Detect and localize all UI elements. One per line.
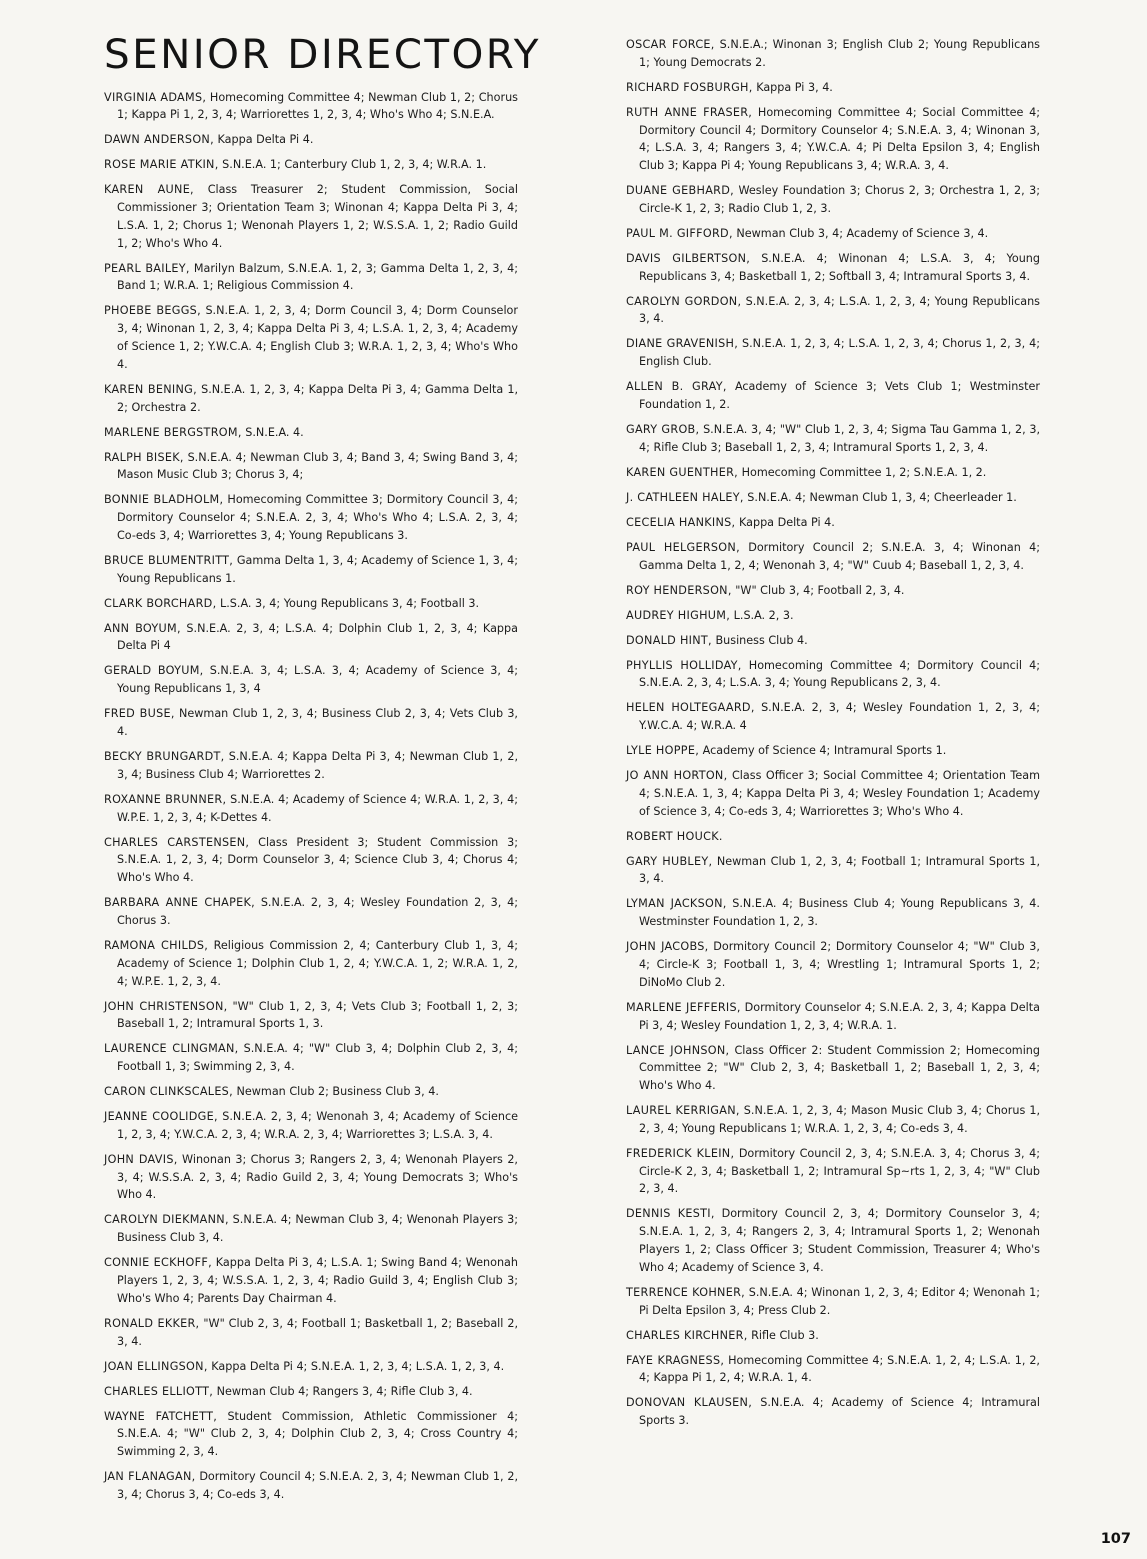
senior-activities: S.N.E.A. 4; Newman Club 3, 4; Wenonah Players 3; Business Club 3, 4. [117, 1213, 518, 1245]
directory-entry [626, 539, 1040, 575]
directory-entry [104, 1383, 518, 1401]
directory-entry [626, 1042, 1040, 1095]
senior-activities: Class Treasurer 2; Student Commission, Social Commissioner 3; Orientation Team 3; Winonan 4; Kappa Delta Pi 3, 4; L.S.A. 1, 2; Chorus 1; Wenonah Players 1, 2; W.S.S.A. 1, 2; Radio Guild 1, 2; Who's Who 4. [117, 183, 518, 250]
senior-name: RALPH BISEK, [104, 450, 184, 464]
page-number: 107 [1100, 1531, 1131, 1547]
senior-name: DONOVAN KLAUSEN, [626, 1396, 753, 1410]
senior-activities: S.N.E.A. 4; Newman Club 1, 3, 4; Cheerleader 1. [747, 490, 1017, 504]
senior-name: JOAN ELLINGSON, [104, 1359, 208, 1373]
senior-activities: Dormitory Council 2; S.N.E.A. 3, 4; Winonan 4; Gamma Delta 1, 2, 4; Wenonah 3, 4; "W" Cuub 4; Baseball 1, 2, 3, 4. [639, 540, 1041, 572]
senior-activities: S.N.E.A. 4; Newman Club 3, 4; Band 3, 4; Swing Band 3, 4; Mason Music Club 3; Chorus 3, 4; [117, 450, 518, 482]
directory-entry [104, 662, 518, 698]
senior-activities: Winonan 3; Chorus 3; Rangers 2, 3, 4; Wenonah Players 2, 3, 4; W.S.S.A. 2, 3, 4; Radio Guild 2, 3, 4; Young Democrats 3; Who's Who 4. [117, 1152, 518, 1202]
senior-activities: S.N.E.A. 2, 3, 4; L.S.A. 4; Dolphin Club 1, 2, 3, 4; Kappa Delta Pi 4 [117, 621, 518, 653]
directory-entry [626, 250, 1040, 286]
directory-entry [626, 1352, 1040, 1388]
senior-name: DONALD HINT, [626, 633, 712, 647]
directory-entry [104, 1358, 518, 1376]
directory-entry [626, 464, 1040, 482]
directory-entry [104, 449, 518, 485]
directory-entry [104, 748, 518, 784]
senior-activities: Homecoming Committee 4; Dormitory Council 4; S.N.E.A. 2, 3, 4; L.S.A. 3, 4; Young Republicans 2, 3, 4. [639, 658, 1040, 690]
senior-activities: S.N.E.A.; Winonan 3; English Club 2; Young Republicans 1; Young Democrats 2. [639, 38, 1040, 69]
directory-entry [104, 156, 518, 174]
directory-entry [626, 607, 1040, 625]
directory-entry [626, 999, 1040, 1035]
senior-activities: Student Commission, Athletic Commissioner 4; S.N.E.A. 4; "W" Club 2, 3, 4; Dolphin Club 2, 3, 4; Cross Country 4; Swimming 2, 3, 4. [117, 1409, 518, 1459]
directory-entry [104, 1408, 518, 1461]
directory-entry [104, 89, 518, 125]
senior-name: DUANE GEBHARD, [626, 184, 735, 198]
directory-entry [104, 1315, 518, 1351]
directory-entry [626, 421, 1040, 457]
senior-activities: S.N.E.A. 4. [245, 425, 304, 439]
page-title: SENIOR DIRECTORY [104, 30, 541, 78]
directory-entry [626, 657, 1040, 693]
senior-activities: Class Officer 2: Student Commission 2; Homecoming Committee 2; "W" Club 2, 3, 4; Basketball 1, 2; Baseball 1, 2, 3, 4; Who's Who 4. [639, 1043, 1040, 1093]
directory-entry [104, 260, 518, 296]
senior-name: PAUL M. GIFFORD, [626, 226, 733, 240]
senior-name: VIRGINIA ADAMS, [104, 90, 207, 104]
directory-entry [626, 699, 1040, 735]
directory-entry [626, 895, 1040, 931]
directory-entry [104, 937, 518, 990]
senior-activities: S.N.E.A. 3, 4; L.S.A. 3, 4; Academy of Science 3, 4; Young Republicans 1, 3, 4 [117, 664, 518, 696]
senior-name: JOHN JACOBS, [626, 940, 709, 954]
senior-name: DENNIS KESTI, [626, 1207, 715, 1221]
senior-name: ROSE MARIE ATKIN, [104, 158, 219, 172]
senior-name: DAVIS GILBERTSON, [626, 251, 751, 265]
senior-activities: Homecoming Committee 4; Newman Club 1, 2; Chorus 1; Kappa Pi 1, 2, 3, 4; Warriorettes 1, 2, 3, 4; Who's Who 4; S.N.E.A. [117, 90, 519, 122]
senior-name: JAN FLANAGAN, [104, 1470, 196, 1484]
senior-name: KAREN AUNE, [104, 183, 194, 197]
senior-activities: S.N.E.A. 4; Business Club 4; Young Republicans 3, 4. Westminster Foundation 1, 2, 3. [639, 897, 1040, 929]
left-column [104, 0, 541, 1511]
senior-activities: "W" Club 2, 3, 4; Football 1; Basketball 1, 2; Baseball 2, 3, 4. [117, 1316, 518, 1348]
senior-activities: Religious Commission 2, 4; Canterbury Club 1, 3, 4; Academy of Science 1; Dolphin Club 1, 2, 4; Y.W.C.A. 1, 2; W.R.A. 1, 2, 4; W.P.E. 1, 2, 3, 4. [117, 938, 518, 988]
directory-entry [104, 381, 518, 417]
senior-name: ALLEN B. GRAY, [626, 380, 727, 394]
directory-entry [104, 1468, 518, 1504]
senior-name: AUDREY HIGHUM, [626, 608, 731, 622]
senior-name: PHOEBE BEGGS, [104, 304, 201, 318]
senior-activities: "W" Club 3, 4; Football 2, 3, 4. [735, 583, 905, 597]
directory-entry [626, 36, 1040, 72]
senior-name: CARON CLINKSCALES, [104, 1085, 233, 1099]
senior-activities: S.N.E.A. 1, 2, 3, 4; L.S.A. 1, 2, 3, 4; Chorus 1, 2, 3, 4; English Club. [639, 337, 1040, 369]
senior-name: BARBARA ANNE CHAPEK, [104, 896, 256, 910]
senior-activities: S.N.E.A. 1, 2, 3, 4; Dorm Council 3, 4; Dorm Counselor 3, 4; Winonan 1, 2, 3, 4; Kappa Delta Pi 3, 4; L.S.A. 1, 2, 3, 4; Academy of Science 1, 2; Y.W.C.A. 4; English Club 3; W.R.A. 1, 2, 3, 4; Who's Who 4. [117, 304, 518, 371]
senior-activities: Business Club 4. [715, 633, 808, 647]
senior-name: HELEN HOLTEGAARD, [626, 701, 755, 715]
senior-name: CAROLYN GORDON, [626, 294, 742, 308]
senior-activities: Homecoming Committee 3; Dormitory Council 3, 4; Dormitory Counselor 4; S.N.E.A. 2, 3, 4; Who's Who 4; L.S.A. 2, 3, 4; Co-eds 3, 4; Warriorettes 3, 4; Young Republicans 3. [117, 493, 519, 542]
directory-entry [626, 742, 1040, 760]
senior-name: CECELIA HANKINS, [626, 515, 736, 529]
senior-activities: S.N.E.A. 4; Kappa Delta Pi 3, 4; Newman Club 1, 2, 3, 4; Business Club 4; Warriorettes 2. [117, 750, 519, 781]
senior-activities: Academy of Science 3; Vets Club 1; Westminster Foundation 1, 2. [639, 380, 1040, 412]
senior-name: RUTH ANNE FRASER, [626, 105, 753, 119]
senior-name: WAYNE FATCHETT, [104, 1409, 218, 1423]
senior-activities: S.N.E.A. 1; Canterbury Club 1, 2, 3, 4; W.R.A. 1. [222, 158, 487, 172]
directory-entry [626, 1205, 1040, 1276]
senior-name: ROBERT HOUCK. [626, 829, 723, 843]
senior-name: J. CATHLEEN HALEY, [626, 490, 744, 504]
directory-entry [626, 293, 1040, 329]
senior-name: MARLENE JEFFERIS, [626, 1000, 741, 1014]
senior-activities: Dormitory Council 4; S.N.E.A. 2, 3, 4; Newman Club 1, 2, 3, 4; Chorus 3, 4; Co-eds 3, 4. [117, 1470, 518, 1501]
senior-name: JOHN CHRISTENSON, [104, 999, 228, 1013]
senior-activities: S.N.E.A. 2, 3, 4; Wesley Foundation 2, 3, 4; Chorus 3. [117, 896, 518, 927]
directory-entry [626, 1394, 1040, 1430]
senior-activities: L.S.A. 2, 3. [733, 608, 794, 622]
senior-activities: Homecoming Committee 4; S.N.E.A. 1, 2, 4; L.S.A. 1, 2, 4; Kappa Pi 1, 2, 4; W.R.A. 1, 4. [639, 1353, 1040, 1385]
senior-name: GERALD BOYUM, [104, 664, 204, 678]
directory-entry [104, 595, 518, 613]
senior-name: CAROLYN DIEKMANN, [104, 1213, 229, 1227]
senior-name: CHARLES KIRCHNER, [626, 1328, 748, 1342]
senior-name: KAREN BENING, [104, 382, 197, 396]
senior-name: JOHN DAVIS, [104, 1152, 178, 1166]
directory-entry [104, 424, 518, 442]
senior-activities: S.N.E.A. 2, 3, 4; L.S.A. 1, 2, 3, 4; Young Republicans 3, 4. [639, 294, 1040, 326]
senior-activities: S.N.E.A. 4; Academy of Science 4; Intramural Sports 3. [639, 1396, 1041, 1428]
right-entries [626, 0, 1040, 1430]
senior-activities: Newman Club 1, 2, 3, 4; Business Club 2, 3, 4; Vets Club 3, 4. [117, 707, 518, 739]
senior-activities: S.N.E.A. 1, 2, 3, 4; Kappa Delta Pi 3, 4; Gamma Delta 1, 2; Orchestra 2. [117, 382, 519, 414]
directory-entry [626, 582, 1040, 600]
senior-activities: S.N.E.A. 3, 4; "W" Club 1, 2, 3, 4; Sigma Tau Gamma 1, 2, 3, 4; Rifle Club 3; Baseball 1, 2, 3, 4; Intramural Sports 1, 2, 3, 4. [639, 423, 1041, 454]
directory-entry [626, 225, 1040, 243]
senior-name: PEARL BAILEY, [104, 261, 190, 275]
senior-name: FREDERICK KLEIN, [626, 1146, 735, 1160]
senior-name: GARY HUBLEY, [626, 854, 713, 868]
senior-activities: S.N.E.A. 1, 2, 3, 4; Mason Music Club 3, 4; Chorus 1, 2, 3, 4; Young Republicans 1; W.R.A. 1, 2, 3, 4; Co-eds 3, 4. [639, 1104, 1041, 1135]
senior-name: ANN BOYUM, [104, 621, 181, 635]
senior-name: TERRENCE KOHNER, [626, 1285, 745, 1299]
directory-entry [104, 131, 518, 149]
senior-activities: Newman Club 1, 2, 3, 4; Football 1; Intramural Sports 1, 3, 4. [639, 854, 1041, 886]
senior-name: BONNIE BLADHOLM, [104, 493, 224, 507]
senior-activities: Wesley Foundation 3; Chorus 2, 3; Orchestra 1, 2, 3; Circle-K 1, 2, 3; Radio Club 1, 2, 3. [639, 184, 1041, 215]
directory-entry [104, 620, 518, 656]
senior-name: JEANNE COOLIDGE, [104, 1110, 218, 1124]
senior-name: PAUL HELGERSON, [626, 540, 740, 554]
senior-activities: Rifle Club 3. [751, 1328, 819, 1342]
senior-name: CHARLES CARSTENSEN, [104, 835, 250, 849]
directory-entry [104, 1040, 518, 1076]
senior-activities: Homecoming Committee 4; Social Committee 4; Dormitory Council 4; Dormitory Counselor 4; S.N.E.A. 3, 4; Winonan 3, 4; L.S.A. 3, 4; Rangers 3, 4; Y.W.C.A. 4; Pi Delta Epsilon 3, 4; English Club 3; Kappa Pi 4; Young Republicans 3, 4; W.R.A. 3, 4. [639, 105, 1041, 173]
senior-activities: S.N.E.A. 4; Academy of Science 4; W.R.A. 1, 2, 3, 4; W.P.E. 1, 2, 3, 4; K-Dettes 4. [117, 792, 518, 824]
directory-entry [626, 182, 1040, 218]
directory-entry [626, 828, 1040, 846]
senior-name: RAMONA CHILDS, [104, 938, 209, 952]
senior-activities: S.N.E.A. 2, 3, 4; Wesley Foundation 1, 2, 3, 4; Y.W.C.A. 4; W.R.A. 4 [639, 701, 1040, 733]
senior-activities: Marilyn Balzum, S.N.E.A. 1, 2, 3; Gamma Delta 1, 2, 3, 4; Band 1; W.R.A. 1; Religious Commission 4. [117, 261, 518, 293]
right-column [626, 0, 1040, 1437]
senior-name: PHYLLIS HOLLIDAY, [626, 658, 742, 672]
directory-entry [104, 1083, 518, 1101]
directory-entry [104, 181, 518, 252]
senior-name: OSCAR FORCE, [626, 38, 715, 51]
senior-activities: S.N.E.A. 4; Winonan 1, 2, 3, 4; Editor 4; Wenonah 1; Pi Delta Epsilon 3, 4; Press Club 2. [639, 1285, 1040, 1317]
senior-name: RONALD EKKER, [104, 1316, 200, 1330]
directory-entry [626, 1145, 1040, 1198]
senior-activities: Newman Club 4; Rangers 3, 4; Rifle Club 3, 4. [216, 1384, 473, 1398]
senior-name: LYMAN JACKSON, [626, 897, 727, 911]
directory-entry [626, 767, 1040, 820]
senior-name: FRED BUSE, [104, 707, 175, 721]
left-entries [104, 89, 518, 1504]
senior-name: JO ANN HORTON, [626, 769, 728, 783]
senior-activities: L.S.A. 3, 4; Young Republicans 3, 4; Football 3. [220, 596, 480, 610]
directory-entry [626, 514, 1040, 532]
senior-activities: Kappa Delta Pi 4. [217, 133, 314, 147]
senior-name: LAURENCE CLINGMAN, [104, 1042, 239, 1056]
directory-entry [626, 1327, 1040, 1345]
directory-entry [104, 791, 518, 827]
senior-name: LAUREL KERRIGAN, [626, 1104, 740, 1118]
directory-entry [104, 491, 518, 544]
directory-entry [626, 335, 1040, 371]
senior-name: CHARLES ELLIOTT, [104, 1384, 214, 1398]
directory-entry [104, 1254, 518, 1307]
senior-activities: Kappa Delta Pi 4. [738, 515, 835, 529]
senior-name: DIANE GRAVENISH, [626, 337, 739, 351]
senior-activities: Homecoming Committee 1, 2; S.N.E.A. 1, 2. [741, 465, 987, 479]
senior-activities: S.N.E.A. 2, 3, 4; Wenonah 3, 4; Academy of Science 1, 2, 3, 4; Y.W.C.A. 2, 3, 4; W.R.A. 2, 3, 4; Warriorettes 3; L.S.A. 3, 4. [117, 1110, 518, 1141]
senior-activities: Academy of Science 4; Intramural Sports 1. [702, 744, 947, 758]
senior-activities: Dormitory Council 2; Dormitory Counselor 4; "W" Club 3, 4; Circle-K 3; Football 1, 3, 4; Wrestling 1; Intramural Sports 1, 2; DiNoMo Club 2. [639, 940, 1040, 989]
directory-entry [626, 938, 1040, 991]
senior-name: KAREN GUENTHER, [626, 465, 738, 479]
senior-name: MARLENE BERGSTROM, [104, 425, 242, 439]
senior-name: CONNIE ECKHOFF, [104, 1256, 212, 1270]
senior-activities: Class Officer 3; Social Committee 4; Orientation Team 4; S.N.E.A. 1, 3, 4; Kappa Delta Pi 3, 4; Wesley Foundation 1; Academy of Science 3, 4; Co-eds 3, 4; Warriorettes 3; Who's Who 4. [639, 769, 1040, 818]
directory-entry [104, 705, 518, 741]
senior-name: GARY GROB, [626, 423, 700, 437]
senior-activities: Gamma Delta 1, 3, 4; Academy of Science 1, 3, 4; Young Republicans 1. [117, 553, 518, 585]
directory-entry [104, 302, 518, 373]
senior-activities: "W" Club 1, 2, 3, 4; Vets Club 3; Football 1, 2, 3; Baseball 1, 2; Intramural Sports 1, 3. [117, 999, 518, 1031]
directory-entry [104, 1108, 518, 1144]
senior-activities: Newman Club 2; Business Club 3, 4. [236, 1085, 439, 1099]
senior-activities: Kappa Pi 3, 4. [756, 80, 833, 94]
directory-entry [104, 1151, 518, 1204]
directory-entry [104, 894, 518, 930]
senior-name: ROXANNE BRUNNER, [104, 792, 227, 806]
senior-name: LYLE HOPPE, [626, 744, 700, 758]
senior-activities: S.N.E.A. 4; "W" Club 3, 4; Dolphin Club 2, 3, 4; Football 1, 3; Swimming 2, 3, 4. [117, 1042, 518, 1074]
senior-name: RICHARD FOSBURGH, [626, 80, 753, 94]
directory-entry [626, 489, 1040, 507]
senior-name: BRUCE BLUMENTRITT, [104, 553, 234, 567]
directory-entry [626, 853, 1040, 889]
senior-activities: Kappa Delta Pi 4; S.N.E.A. 1, 2, 3, 4; L.S.A. 1, 2, 3, 4. [211, 1359, 505, 1373]
senior-name: LANCE JOHNSON, [626, 1043, 730, 1057]
senior-name: DAWN ANDERSON, [104, 133, 214, 147]
senior-activities: Dormitory Council 2, 3, 4; S.N.E.A. 3, 4; Chorus 3, 4; Circle-K 2, 3, 4; Basketball 1, 2; Intramural Sp~rts 1, 2, 3, 4; "W" Club 2, 3, 4. [639, 1146, 1040, 1196]
senior-activities: Kappa Delta Pi 3, 4; L.S.A. 1; Swing Band 4; Wenonah Players 1, 2, 3, 4; W.S.S.A. 1, 2, 3, 4; Radio Guild 3, 4; English Club 3; Who's Who 4; Parents Day Chairman 4. [117, 1256, 519, 1305]
directory-entry [626, 79, 1040, 97]
directory-entry [626, 1284, 1040, 1320]
directory-entry [104, 834, 518, 887]
directory-entry [104, 1211, 518, 1247]
senior-activities: Dormitory Counselor 4; S.N.E.A. 2, 3, 4; Kappa Delta Pi 3, 4; Wesley Foundation 1, 2, 3, 4; W.R.A. 1. [639, 1000, 1040, 1032]
senior-name: ROY HENDERSON, [626, 583, 732, 597]
directory-entry [104, 552, 518, 588]
senior-activities: Class President 3; Student Commission 3; S.N.E.A. 1, 2, 3, 4; Dorm Counselor 3, 4; Science Club 3, 4; Chorus 4; Who's Who 4. [117, 835, 518, 885]
directory-entry [626, 632, 1040, 650]
directory-entry [104, 998, 518, 1034]
senior-activities: Dormitory Council 2, 3, 4; Dormitory Counselor 3, 4; S.N.E.A. 1, 2, 3, 4; Rangers 2, 3, 4; Intramural Sports 1, 2; Wenonah Players 1, 2; Class Officer 3; Student Commission, Treasurer 4; Who's Who 4; Academy of Science 3, 4. [639, 1207, 1040, 1274]
senior-name: CLARK BORCHARD, [104, 596, 217, 610]
directory-entry [626, 1102, 1040, 1138]
senior-activities: S.N.E.A. 4; Winonan 4; L.S.A. 3, 4; Young Republicans 3, 4; Basketball 1, 2; Softball 3, 4; Intramural Sports 3, 4. [639, 251, 1040, 283]
senior-name: BECKY BRUNGARDT, [104, 750, 225, 764]
senior-activities: Newman Club 3, 4; Academy of Science 3, 4. [736, 226, 989, 240]
senior-name: FAYE KRAGNESS, [626, 1353, 725, 1367]
directory-entry [626, 378, 1040, 414]
directory-entry [626, 104, 1040, 175]
